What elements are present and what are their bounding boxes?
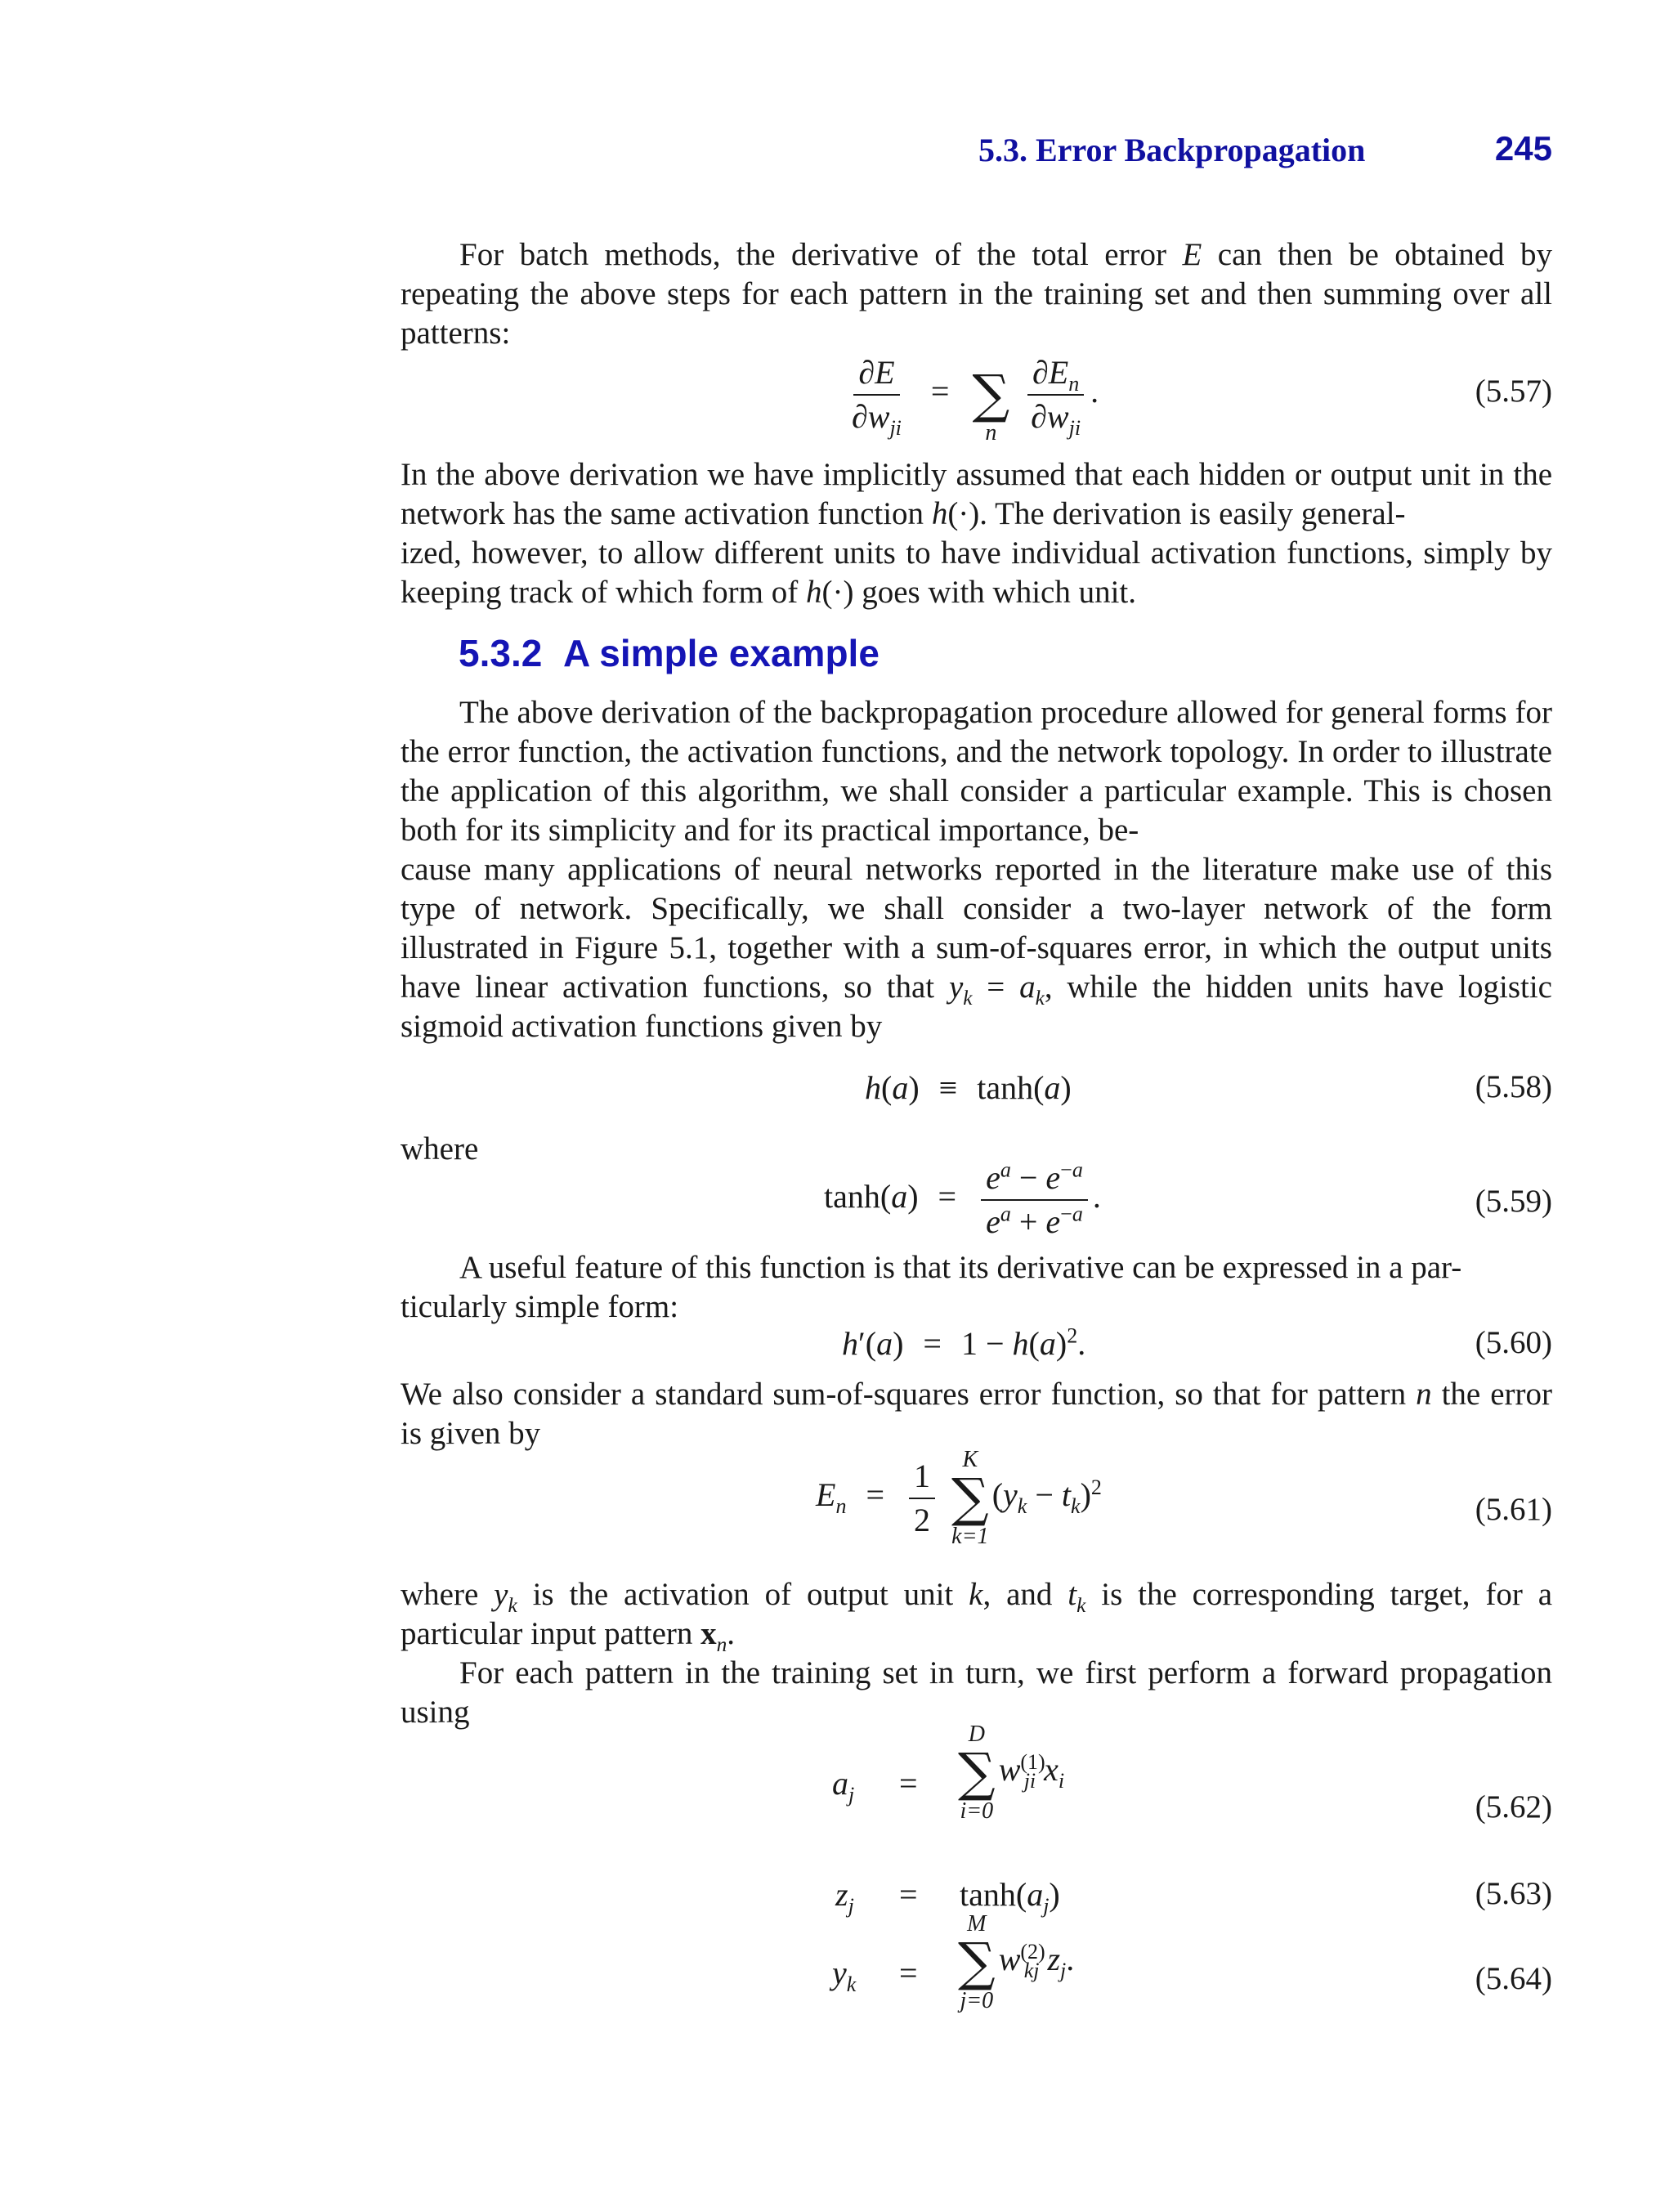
equation-5-59: tanh(a) = $\frac{e^a - e^{-a}}{e^a + e^{-a}}$ .	[824, 1157, 1101, 1240]
equation-number-5-62: (5.62)	[1475, 1789, 1552, 1825]
equation-number-5-64: (5.64)	[1475, 1961, 1552, 1996]
equation-5-63: $z_j$ = $\tanh(a_j)$	[835, 1876, 1060, 1918]
equation-number-5-63: (5.63)	[1475, 1876, 1552, 1911]
section-title: A simple example	[563, 632, 880, 674]
section-heading	[459, 631, 880, 675]
equation-number-5-59: (5.59)	[1475, 1184, 1552, 1219]
equation-number-5-60: (5.60)	[1475, 1325, 1552, 1360]
paragraph-derivation-note: In the above derivation we have implicitly assumed that each hidden or output unit in the network has the same activation function h(·). The derivation is easily general- ized, however, to allow different units to have individual activation functions, simply by keeping track of which form of h(·) goes with which unit.	[401, 457, 1552, 610]
paragraph-batch-methods: For batch methods, the derivative of the total error E can then be obtained by repeating the above steps for each pattern in the training set and then summing over all patterns:	[401, 237, 1552, 351]
equation-5-58: h(a) ≡ tanh(a)	[865, 1069, 1072, 1106]
equation-number-5-61: (5.61)	[1475, 1492, 1552, 1527]
equation-number-5-58: (5.58)	[1475, 1069, 1552, 1104]
section-number: 5.3.2	[459, 632, 543, 674]
page-number: 245	[1494, 129, 1552, 168]
equation-5-61: $E_n$ = $\frac{1}{2}$ K ∑ k=1 $(y_k - t_k)^2$	[816, 1447, 1102, 1549]
paragraph-derivative-feature: A useful feature of this function is that its derivative can be expressed in a par- ticularly simple form:	[401, 1250, 1462, 1324]
equation-5-57: $\frac{\partial E}{\partial w_{ji}}$ = ∑ n $\frac{\partial E_n}{\partial w_{ji}}$ .	[842, 343, 1099, 446]
equation-5-60: $h'(a) = 1 - h(a)^2$.	[842, 1323, 1086, 1362]
paragraph-simple-example: The above derivation of the backpropagation procedure allowed for general forms for the error function, the activation functions, and the network topology. In order to illustrate the application of this algorithm, we shall consider a particular example. This is chosen both for its simplicity and for its practical importance, be- cause many applications of neural networks reported in the literature make use of this type of network. Specifically, we shall consider a two-layer network of the form illustrated in Figure 5.1, together with a sum-of-squares error, in which the output units have linear activation functions, so that $y_k = a_k$, while the hidden units have logistic sigmoid activation functions given by	[401, 695, 1552, 1044]
where-label: where	[401, 1131, 479, 1166]
paragraph-activation-target: where $y_k$ is the activation of output unit k, and $t_k$ is the corresponding target, for a particular input pattern $x_n$. For each pattern in the training set in turn, we first perform a forward propagation using	[401, 1577, 1553, 1730]
equation-number-5-57: (5.57)	[1475, 374, 1552, 409]
paragraph-sum-of-squares: We also consider a standard sum-of-squares error function, so that for pattern n the error is given by	[401, 1377, 1552, 1451]
equation-5-62: $a_j$ = D ∑ i=0 $w^{(1)}_{ji}$ $x_i$	[832, 1722, 1065, 1824]
equation-5-64: $y_k$ = M ∑ j=0 $w^{(2)}_{kj}$ $z_j$.	[832, 1911, 1075, 2013]
running-header-title: 5.3. Error Backpropagation	[978, 132, 1366, 168]
